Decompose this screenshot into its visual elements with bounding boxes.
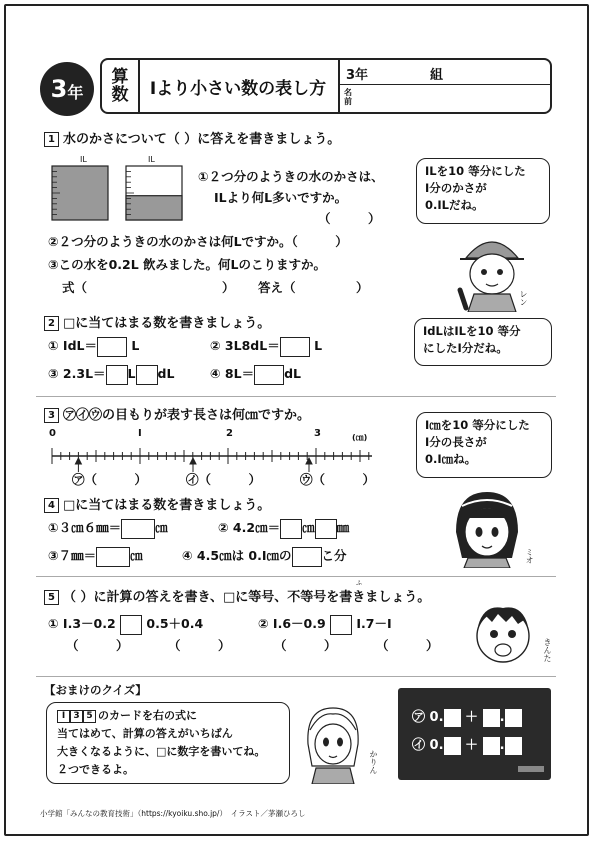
q2-item-2 <box>210 336 322 357</box>
quiz-speech-bubble <box>46 702 290 784</box>
subject-label <box>102 60 140 112</box>
q4-item-2-unit: ㎜ <box>336 520 350 535</box>
divider-3 <box>36 676 556 677</box>
quiz-row-i-label: ㋑ 0. <box>412 738 444 753</box>
q3-number: 3 <box>44 408 59 423</box>
q4-item-4-pre: ④ 4.5㎝は 0.Ⅰ㎝の <box>182 548 292 563</box>
q5-item-1 <box>48 614 203 635</box>
cylinder-2-label: ⅠL <box>148 155 155 164</box>
quiz-row-i <box>412 734 522 755</box>
quiz-row-a <box>412 706 522 727</box>
q2-item-2-unit: L <box>314 338 323 353</box>
quiz-row-a-box-3[interactable] <box>505 709 522 727</box>
q3-answer-a[interactable]: ㋐（ ） <box>72 472 148 487</box>
q2-item-4 <box>210 364 301 385</box>
q4-item-4-unit: こ分 <box>321 548 347 563</box>
quiz-card-2: 3 <box>70 710 83 723</box>
quiz-row-i-dot: . <box>499 738 505 753</box>
q5-item-2-right: Ⅰ.7－Ⅰ <box>356 616 392 631</box>
q4-item-4 <box>182 546 347 567</box>
q5-paren-1[interactable]: （ ） <box>66 638 129 653</box>
q4-item-2 <box>218 518 349 539</box>
q4-item-3-pre: ③７㎜＝ <box>48 548 97 563</box>
q1-heading-text: 水のかさについて（ ）に答えを書きましょう。 <box>63 132 341 147</box>
q5-number: 5 <box>44 590 59 605</box>
name-field[interactable] <box>338 84 550 112</box>
quiz-card-1: Ⅰ <box>57 710 70 723</box>
q2-item-1-pre: ① ⅠdL＝ <box>48 338 97 353</box>
q5-item-2 <box>258 614 392 635</box>
q4-item-2-mid: ㎝ <box>302 520 315 535</box>
q4-heading-text: □に当てはまる数を書きましょう。 <box>63 498 271 513</box>
divider-1 <box>36 396 556 397</box>
header-box <box>100 58 552 114</box>
q4-number: 4 <box>44 498 59 513</box>
q2-item-1-unit: L <box>131 338 140 353</box>
q5-furigana: ふ <box>356 580 363 587</box>
q5-heading <box>44 586 430 605</box>
mio-bubble-line-1: Ⅰ㎝を10 等分にした <box>425 418 530 432</box>
q4-item-1-pre: ①３㎝６㎜＝ <box>48 520 122 535</box>
ren-bubble-line-3: 0.ⅠLだね。 <box>425 198 484 212</box>
class-field[interactable] <box>338 60 550 85</box>
q2-item-3 <box>48 364 174 385</box>
q4-item-3 <box>48 546 143 567</box>
q2-speech-bubble <box>414 318 552 366</box>
name-label-1: 名 <box>344 88 352 97</box>
name-label-2: 前 <box>344 97 352 106</box>
mio-bubble-line-3: 0.Ⅰ㎝ね。 <box>425 452 477 466</box>
quiz-heading: 【おまけのクイズ】 <box>44 683 147 697</box>
kinta-character-illustration <box>468 598 538 668</box>
q1-sub1-line-a: ①２つ分のようきの水のかさは、 <box>198 169 384 184</box>
ren-speech-bubble <box>416 158 550 224</box>
grade-number: 3 <box>50 75 68 103</box>
ruler-label-1: Ⅰ <box>138 428 142 439</box>
quiz-row-a-box-2[interactable] <box>483 709 500 727</box>
class-kumi-label: 組 <box>430 68 444 83</box>
q4-item-3-box[interactable] <box>96 547 130 567</box>
q2-item-1-box[interactable] <box>97 337 127 357</box>
container-full <box>52 166 108 220</box>
q4-item-2-box-mm[interactable] <box>315 519 337 539</box>
quiz-row-a-box-1[interactable] <box>444 709 461 727</box>
q5-item-1-left: ① Ⅰ.3－0.2 <box>48 616 116 631</box>
q5-paren-4[interactable]: （ ） <box>376 638 439 653</box>
subject-bottom: 数 <box>111 85 129 105</box>
q5-paren-3[interactable]: （ ） <box>274 638 337 653</box>
q5-item-1-compare-box[interactable] <box>120 615 142 635</box>
q4-item-1 <box>48 518 168 539</box>
page-title: Ⅰより小さい数の表し方 <box>138 60 340 112</box>
class-grade-label: 3年 <box>346 68 369 83</box>
q4-item-2-pre: ② 4.2㎝＝ <box>218 520 281 535</box>
ruler-unit: (㎝) <box>352 433 368 442</box>
ren-name-label: レン <box>519 290 528 306</box>
q4-item-2-box-cm[interactable] <box>280 519 302 539</box>
footer-credit: 小学館「みんなの教育技術」（https://kyoiku.sho.jp/） イラスト／茅瀬ひろし <box>40 809 306 818</box>
q2-heading <box>44 312 270 331</box>
blackboard <box>398 688 551 780</box>
quiz-row-i-box-3[interactable] <box>505 737 522 755</box>
q2-item-3-mid: L <box>127 366 136 381</box>
subject-top: 算 <box>111 67 129 87</box>
q2-item-1 <box>48 336 139 357</box>
q3-answer-u[interactable]: ㋒（ ） <box>300 472 376 487</box>
q1-shiki-close: ） <box>222 280 235 295</box>
q5-item-2-compare-box[interactable] <box>330 615 352 635</box>
q5-item-2-left: ② Ⅰ.6－0.9 <box>258 616 326 631</box>
q2-item-3-pre: ③ 2.3L＝ <box>48 366 106 381</box>
q3-heading <box>44 404 310 423</box>
q2-item-2-pre: ② 3L8dL＝ <box>210 338 280 353</box>
mio-bubble-line-2: Ⅰ分の長さが <box>425 435 487 449</box>
ruler-label-2: 2 <box>226 428 233 439</box>
quiz-row-a-label: ㋐ 0. <box>412 710 444 725</box>
q4-heading <box>44 494 270 513</box>
quiz-row-i-box-2[interactable] <box>483 737 500 755</box>
ruler-label-3: 3 <box>314 428 321 439</box>
q3-heading-text: ㋐㋑㋒の目もりが表す長さは何㎝ですか。 <box>63 408 311 423</box>
q2-item-3-box-dl[interactable] <box>136 365 158 385</box>
q1-sub2: ②２つ分のようきの水のかさは何Lですか。（ ） <box>48 234 348 249</box>
q1-heading <box>44 128 340 147</box>
ren-bubble-line-1: ⅠLを10 等分にした <box>425 164 526 178</box>
q2-item-4-pre: ④ 8L＝ <box>210 366 255 381</box>
q1-number: 1 <box>44 132 59 147</box>
grade-badge <box>40 62 94 116</box>
q2-heading-text: □に当てはまる数を書きましょう。 <box>63 316 271 331</box>
cylinder-1-label: ⅠL <box>80 155 87 164</box>
q2-item-4-box[interactable] <box>254 365 284 385</box>
kinta-name-label: きんた <box>543 638 552 662</box>
q2-bubble-line-2: にしたⅠ分だね。 <box>423 341 508 355</box>
quiz-card-3: 5 <box>83 710 96 723</box>
q2-bubble-line-1: ⅠdLはⅠLを10 等分 <box>423 324 521 338</box>
quiz-line-1-text: のカードを右の式に <box>98 709 197 722</box>
q1-shiki-label: 式（ <box>62 280 88 295</box>
measuring-containers <box>50 162 190 224</box>
q1-sub3: ③この水を0.2L 飲みました。何Lのこりますか。 <box>48 257 327 272</box>
container-partial <box>126 166 182 220</box>
ren-bubble-line-2: Ⅰ分のかさが <box>425 181 487 195</box>
quiz-line-3: 大きくなるように、□に数字を書いてね。 <box>57 745 266 758</box>
mio-name-label: ミオ <box>525 548 534 564</box>
q1-kotae-label: 答え（ <box>258 280 296 295</box>
q2-number: 2 <box>44 316 59 331</box>
q1-sub1-line-b: ⅠLより何L多いですか。 <box>214 190 348 205</box>
grade-suffix: 年 <box>67 82 84 102</box>
quiz-row-a-plus: ＋ <box>465 710 479 725</box>
quiz-line-4: ２つできるよ。 <box>57 763 134 776</box>
q4-item-3-unit: ㎝ <box>130 548 143 563</box>
quiz-row-a-dot: . <box>499 710 505 725</box>
quiz-line-2: 当てはめて、計算の答えがいちばん <box>57 727 233 740</box>
q5-paren-2[interactable]: （ ） <box>168 638 231 653</box>
q4-item-4-box[interactable] <box>292 547 322 567</box>
q5-heading-text: （ ）に計算の答えを書き、□に等号、不等号を書きましょう。 <box>63 590 431 605</box>
q5-item-1-right: 0.5＋0.4 <box>146 616 204 631</box>
quiz-line-1 <box>57 707 279 725</box>
ruler-label-0: 0 <box>49 428 56 439</box>
q2-item-4-unit: dL <box>284 366 302 381</box>
karin-character-illustration <box>300 700 366 784</box>
karin-name-label: かりん <box>369 750 378 774</box>
q1-sub1-answer[interactable]: （ ） <box>318 211 381 226</box>
mio-character-illustration <box>450 488 524 568</box>
q2-item-3-box-l[interactable] <box>106 365 128 385</box>
mio-speech-bubble <box>416 412 552 478</box>
q4-item-1-unit: ㎝ <box>155 520 168 535</box>
q4-item-1-box[interactable] <box>121 519 155 539</box>
divider-2 <box>36 576 556 577</box>
q2-item-3-unit: dL <box>157 366 175 381</box>
q2-item-2-box[interactable] <box>280 337 310 357</box>
chalk-eraser <box>518 766 544 772</box>
q1-kotae-close: ） <box>356 280 369 295</box>
quiz-row-i-box-1[interactable] <box>444 737 461 755</box>
quiz-row-i-plus: ＋ <box>465 738 479 753</box>
q3-answer-i[interactable]: ㋑（ ） <box>186 472 262 487</box>
